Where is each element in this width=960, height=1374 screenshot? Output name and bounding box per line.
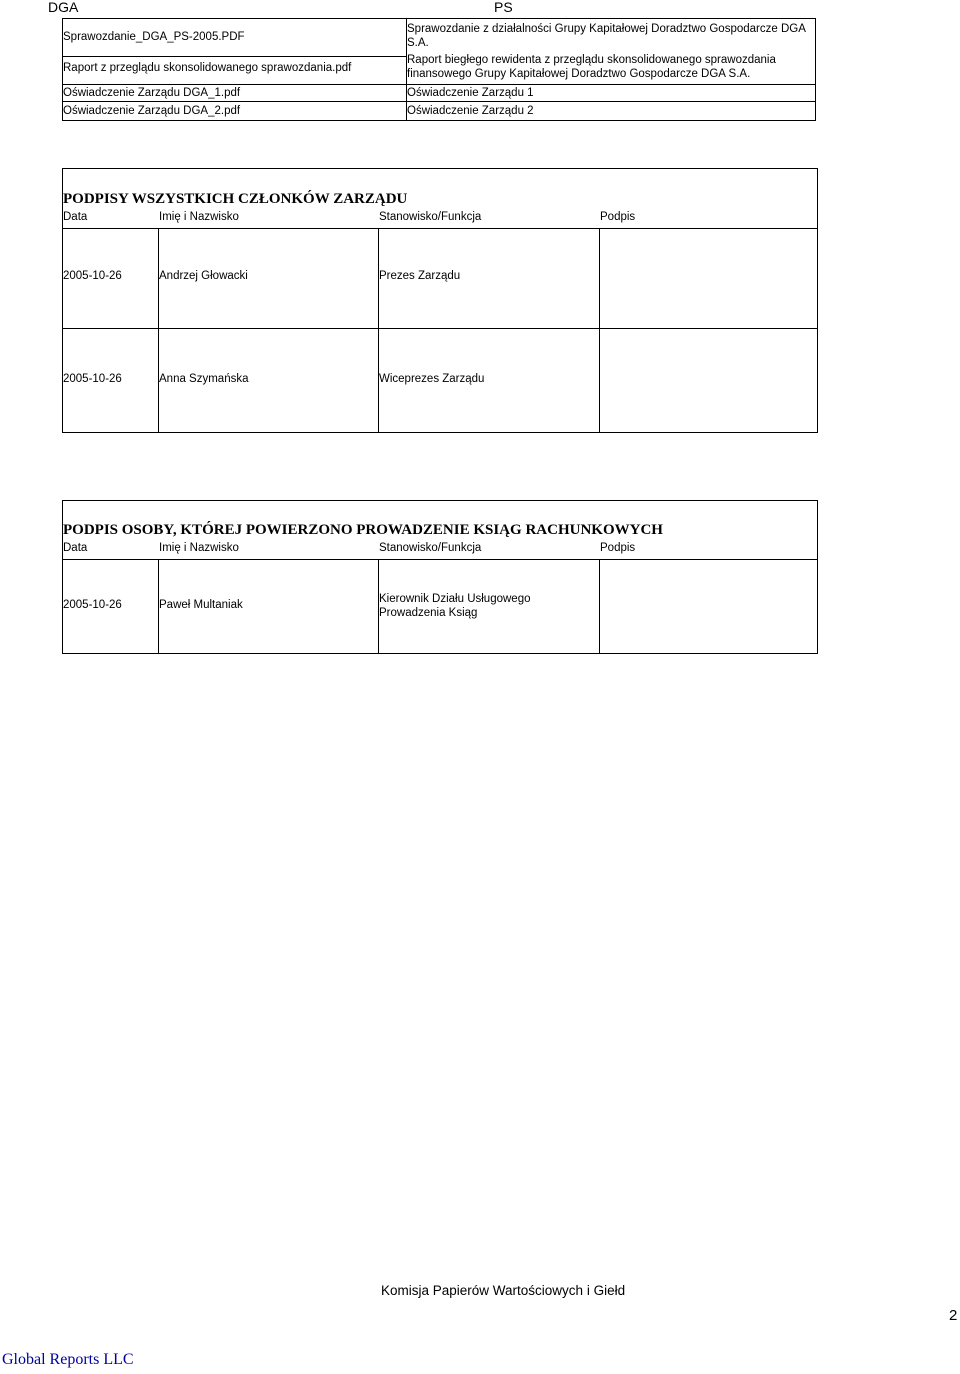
acc-row-name: Paweł Multaniak — [159, 599, 243, 611]
acc-col-name: Imię i Nazwisko — [159, 542, 239, 554]
row2-date: 2005-10-26 — [63, 373, 122, 385]
file-desc-1: Sprawozdanie z działalności Grupy Kapitałowej Doradztwo Gospodarcze DGA S.A. — [407, 23, 806, 49]
watermark-text: Global Reports LLC — [2, 1351, 134, 1368]
acc-col-role: Stanowisko/Funkcja — [379, 542, 482, 554]
acc-col-date: Data — [63, 542, 88, 554]
row2-name: Anna Szymańska — [159, 373, 249, 385]
file-name-4: Oświadczenie Zarządu DGA_2.pdf — [63, 105, 241, 117]
board-title: PODPISY WSZYSTKICH CZŁONKÓW ZARZĄDU — [63, 191, 408, 207]
acc-row-date: 2005-10-26 — [63, 599, 122, 611]
row1-date: 2005-10-26 — [63, 270, 122, 282]
file-desc-2: Raport biegłego rewidenta z przeglądu skonsolidowanego sprawozdania finansowego Grupy Kapitałowej Doradztwo Gospodarcze DGA S.A. — [407, 54, 776, 80]
accounting-title: PODPIS OSOBY, KTÓREJ POWIERZONO PROWADZENIE KSIĄG RACHUNKOWYCH — [63, 522, 663, 538]
row2-role: Wiceprezes Zarządu — [379, 373, 485, 385]
file-desc-4: Oświadczenie Zarządu 2 — [407, 105, 534, 117]
file-name-1: Sprawozdanie_DGA_PS-2005.PDF — [63, 31, 245, 43]
col-signature: Podpis — [600, 211, 636, 223]
col-role: Stanowisko/Funkcja — [379, 211, 482, 223]
col-name: Imię i Nazwisko — [159, 211, 239, 223]
header-left: DGA — [48, 0, 79, 15]
board-signatures-table — [62, 168, 818, 433]
file-desc-3: Oświadczenie Zarządu 1 — [407, 87, 534, 99]
row1-role: Prezes Zarządu — [379, 270, 461, 282]
file-name-2: Raport z przeglądu skonsolidowanego sprawozdania.pdf — [63, 62, 352, 74]
col-date: Data — [63, 211, 88, 223]
files-table — [62, 18, 816, 121]
header-center: PS — [494, 0, 513, 15]
accounting-signature-table — [62, 500, 818, 654]
page-number: 2 — [949, 1307, 958, 1324]
row1-name: Andrzej Głowacki — [159, 270, 248, 282]
file-name-3: Oświadczenie Zarządu DGA_1.pdf — [63, 87, 241, 99]
acc-row-role: Kierownik Działu Usługowego Prowadzenia Ksiąg — [379, 593, 531, 619]
footer-commission: Komisja Papierów Wartościowych i Giełd — [381, 1283, 626, 1298]
acc-col-signature: Podpis — [600, 542, 636, 554]
